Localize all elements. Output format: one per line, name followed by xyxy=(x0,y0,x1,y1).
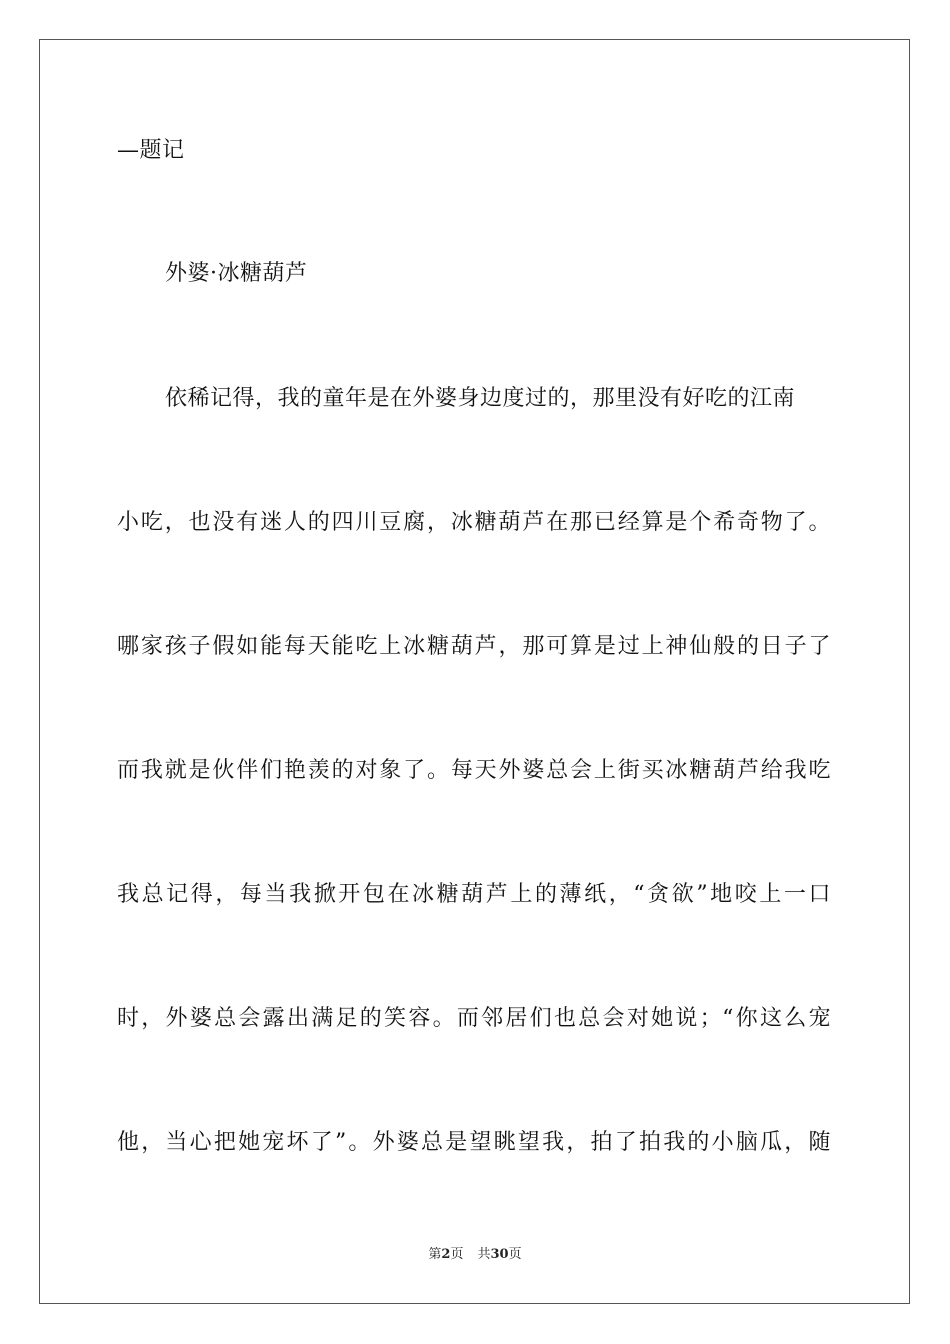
footer-total-number: 30 xyxy=(490,1247,509,1262)
paragraph-line-6: 时，外婆总会露出满足的笑容。而邻居们也总会对她说；“你这么宠 xyxy=(117,1006,831,1031)
paragraph-line-2: 小吃，也没有迷人的四川豆腐，冰糖葫芦在那已经算是个希奇物了。 xyxy=(117,510,831,535)
paragraph-line-3: 哪家孩子假如能每天能吃上冰糖葫芦，那可算是过上神仙般的日子了 xyxy=(117,634,831,659)
footer-page-suffix: 页 xyxy=(450,1247,464,1262)
footer-page-prefix: 第 xyxy=(428,1247,442,1262)
footer-total-suffix: 页 xyxy=(508,1247,522,1262)
paragraph-line-4: 而我就是伙伴们艳羡的对象了。每天外婆总会上街买冰糖葫芦给我吃 xyxy=(117,758,831,783)
paragraph-line-1: 依稀记得，我的童年是在外婆身边度过的，那里没有好吃的江南 xyxy=(165,386,796,411)
page-border xyxy=(39,39,910,1304)
footer-page-number: 2 xyxy=(441,1247,451,1262)
paragraph-line-7: 他，当心把她宠坏了”。外婆总是望眺望我，拍了拍我的小脑瓜，随 xyxy=(117,1130,831,1155)
paragraph-line-5: 我总记得，每当我掀开包在冰糖葫芦上的薄纸，“贪欲”地咬上一口 xyxy=(117,882,831,907)
page-footer xyxy=(0,1246,950,1264)
epigraph-signature: —题记 xyxy=(117,138,185,163)
section-heading: 外婆·冰糖葫芦 xyxy=(165,261,308,286)
footer-total-prefix: 共 xyxy=(477,1247,491,1262)
